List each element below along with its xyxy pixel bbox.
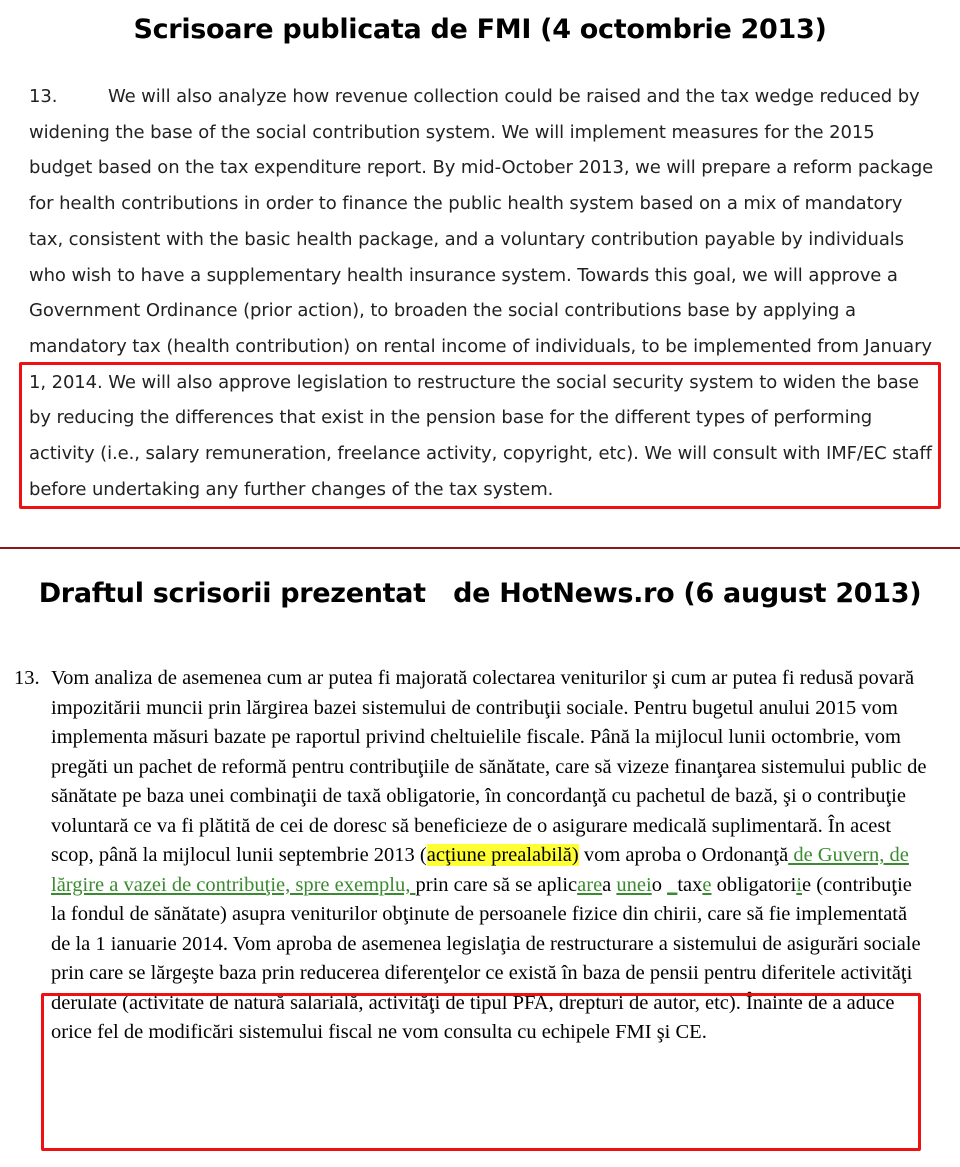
draft-text-b: vom aproba o Ordonanţă <box>578 844 789 866</box>
draft-inserted-text-5: e <box>702 873 712 896</box>
draft-highlighted-text: acţiune prealabilă) <box>426 844 579 866</box>
draft-paragraph-number: 13. <box>14 667 40 689</box>
draft-text-g: obligatori <box>711 873 797 896</box>
draft-inserted-text-6: i <box>796 873 803 896</box>
draft-inserted-text-2: are <box>577 873 603 896</box>
draft-text-c: prin care să se aplic <box>415 873 578 896</box>
draft-inserted-text-1: de Guvern, de lărgire a vazei de contribuţie, spre exemplu, <box>51 844 909 896</box>
draft-text-a: Vom analiza de asemenea cum ar putea fi majorată colectarea veniturilor şi cum ar putea fi redusă povară impozitării muncii prin lărgirea bazei sistemului de contribuţii sociale. Pentru bugetul anului 2015 vom implementa măsuri bazate pe raportul privind cheltuielile fiscale. Până la mijlocul lunii octombrie, vom pregăti un pachet de reformă pentru contribuţiile de sănătate, care să vizeze finanţarea sistemului public de sănătate pe baza unei combinaţii de taxă obligatorie, în concordanţă cu pachetul de bază, şi o contribuţie voluntară ce va fi plătită de cei de doresc să beneficieze de o asigurare medicală suplimentară. În acest scop, până la mijlocul lunii septembrie 2013 ( <box>51 667 927 866</box>
draft-highlight-box <box>41 993 921 1151</box>
draft-text-h: e (contribuţie la fondul de sănătate) asupra veniturilor obţinute de persoanele fizice din chirii, care să fie <box>51 873 912 925</box>
draft-boxed-text: implementată de la 1 ianuarie 2014. Vom aproba de asemenea legislaţia de restructurare a sistemului de asigurări sociale prin care se lărgeşte baza prin reducerea diferenţelor ce există în baza de pensii pentru diferitele activităţi derulate (activitate de natură salarială, activităţi de tipul PFA, drepturi de autor, etc). Înainte de a aduce orice fel de modificări sistemului fiscal ne vom consulta cu echipele FMI şi CE. <box>51 903 921 1043</box>
imf-highlight-box <box>19 362 941 509</box>
draft-inserted-text-4: _ <box>667 873 678 896</box>
section-divider <box>0 547 960 549</box>
draft-letter-paragraph <box>51 664 931 1048</box>
draft-inserted-text-3: unei <box>616 873 652 896</box>
imf-paragraph-number: 13. <box>29 86 58 107</box>
imf-paragraph-boxed-text: from January 1, 2014. We will also approve legislation to restructure the social security system to widen the base by reducing the differences that exist in the pension base for the different types of performing activity (i.e., salary remuneration, freelance activity, copyright, etc). We will consult with IMF/EC staff before undertaking any further changes of the tax system. <box>29 335 932 500</box>
draft-text-f: tax <box>677 873 703 896</box>
section1-title: Scrisoare publicata de FMI (4 octombrie 2013) <box>133 14 827 45</box>
draft-text-d: a <box>602 873 617 896</box>
section2-title: Draftul scrisorii prezentat de HotNews.ro (6 august 2013) <box>38 578 922 609</box>
imf-paragraph-text: We will also analyze how revenue collection could be raised and the tax wedge reduced by widening the base of the social contribution system. We will implement measures for the 2015 budget based on the tax expenditure report. By mid-October 2013, we will prepare a reform package for health contributions in order to finance the public health system based on a mix of mandatory tax, consistent with the basic health package, and a voluntary contribution payable by individuals who wish to have a supplementary health insurance system. Towards this goal, we will approve a Government Ordinance (prior action), to broaden the social contributions base by applying a mandatory tax (health contribution) on rental income of individuals, to be implemented <box>29 86 934 357</box>
draft-text-e: o <box>651 873 668 896</box>
